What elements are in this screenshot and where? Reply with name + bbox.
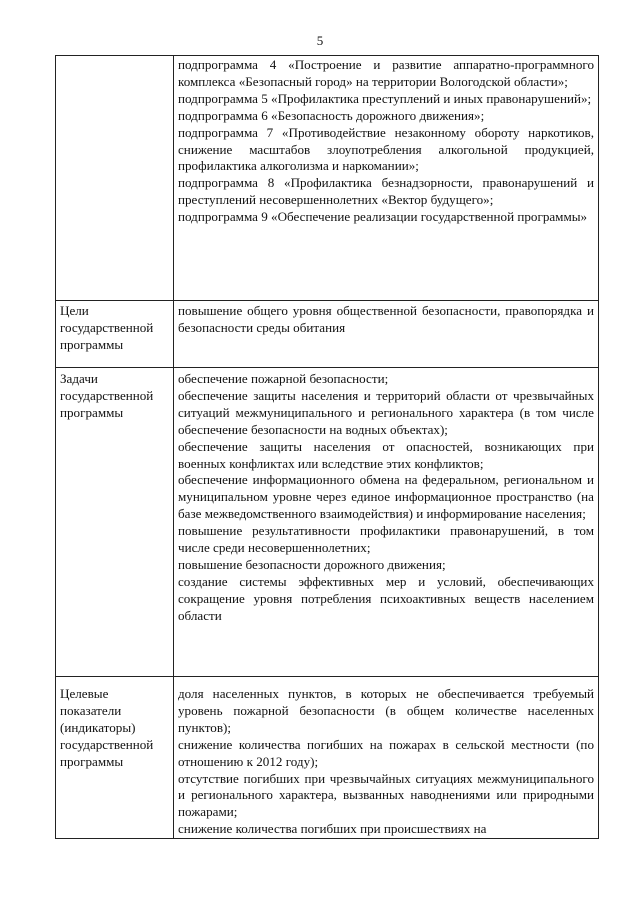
indicator-item: снижение количества погибших при происшествиях на xyxy=(178,821,487,837)
task-item: обеспечение информационного обмена на федеральном, региональном и муниципальном уровне через единое информационное пространство (на базе межведомственного взаимодействия) и информирование населения; xyxy=(178,472,594,522)
subprogram-5: подпрограмма 5 «Профилактика преступлений и иных правонарушений»; xyxy=(178,90,592,106)
task-item: повышение безопасности дорожного движения; xyxy=(178,556,446,572)
indicators-cell xyxy=(174,677,599,839)
program-passport-table xyxy=(55,55,599,839)
subprogram-7: подпрограмма 7 «Противодействие незаконному обороту наркотиков, снижение масштабов злоупотребления алкогольной продукцией, профилактика алкоголизма и наркомании»; xyxy=(178,124,594,174)
row-label-indicators: Целевые показатели (индикаторы) государственной программы xyxy=(56,677,174,839)
goals-cell xyxy=(174,301,599,368)
task-item: обеспечение пожарной безопасности; xyxy=(178,371,389,386)
table-row-indicators xyxy=(56,677,599,839)
subprogram-8: подпрограмма 8 «Профилактика безнадзорности, правонарушений и преступлений несовершеннолетних «Вектор будущего»; xyxy=(178,175,594,208)
row-label-goals: Цели государственной программы xyxy=(56,301,174,368)
tasks-cell xyxy=(174,368,599,677)
row-label-subprograms xyxy=(56,56,174,301)
indicator-item: снижение количества погибших на пожарах в сельской местности (по отношению к 2012 году); xyxy=(178,736,594,769)
indicator-item: доля населенных пунктов, в которых не обеспечивается требуемый уровень пожарной безопасности (в общем количестве населенных пунктов); xyxy=(178,686,594,735)
subprogram-4: подпрограмма 4 «Построение и развитие аппаратно-программного комплекса «Безопасный город» на территории Вологодской области»; xyxy=(178,57,594,89)
indicator-item: отсутствие погибших при чрезвычайных ситуациях межмуниципального и регионального характера, вызванных наводнениями или природными пожарами; xyxy=(178,770,594,820)
row-label-tasks: Задачи государственной программы xyxy=(56,368,174,677)
subprogram-9: подпрограмма 9 «Обеспечение реализации государственной программы» xyxy=(178,209,588,225)
task-item: обеспечение защиты населения от опасностей, возникающих при военных конфликтах или вследствие этих конфликтов; xyxy=(178,438,594,471)
task-item: создание системы эффективных мер и условий, обеспечивающих сокращение уровня потребления психоактивных веществ населением области xyxy=(178,573,594,623)
subprograms-cell xyxy=(174,56,599,301)
table-row-tasks xyxy=(56,368,599,677)
subprogram-6: подпрограмма 6 «Безопасность дорожного движения»; xyxy=(178,107,485,123)
page-number: 5 xyxy=(316,33,324,48)
task-item: обеспечение защиты населения и территорий области от чрезвычайных ситуаций межмуниципального и регионального характера (в том числе обеспечение безопасности на водных объектах); xyxy=(178,387,594,437)
task-item: повышение результативности профилактики правонарушений, в том числе среди несовершеннолетних; xyxy=(178,523,594,556)
table-row-subprograms xyxy=(56,56,599,301)
goal-item: повышение общего уровня общественной безопасности, правопорядка и безопасности среды обитания xyxy=(178,303,594,335)
table-row-goals xyxy=(56,301,599,368)
